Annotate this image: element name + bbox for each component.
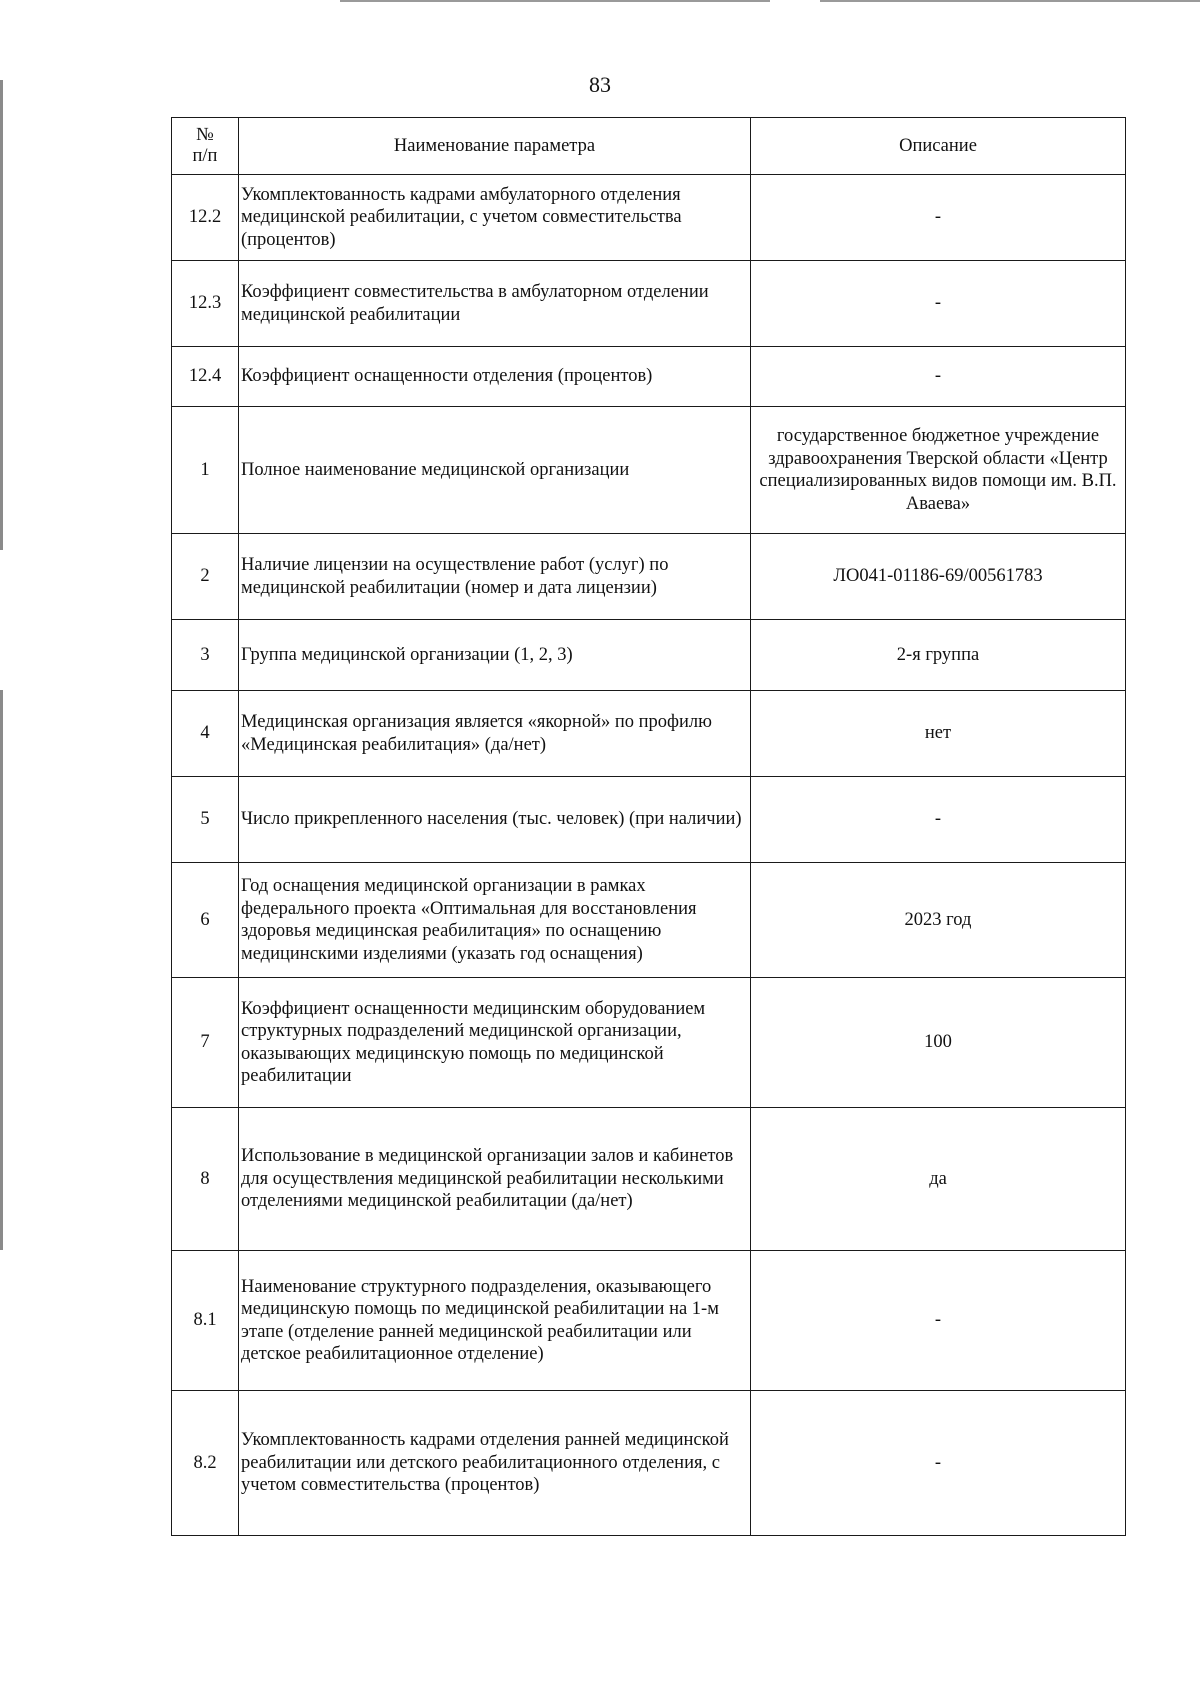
row-number: 5	[172, 777, 239, 863]
row-parameter: Год оснащения медицинской организации в рамках федерального проекта «Оптимальная для восстановления здоровья медицинская реабилитация» по оснащению медицинскими изделиями (указать год оснащения)	[239, 863, 751, 978]
row-description: нет	[751, 691, 1126, 777]
row-description: 2-я группа	[751, 620, 1126, 691]
header-num-label: № п/п	[192, 125, 218, 166]
row-number: 12.2	[172, 175, 239, 261]
row-number: 2	[172, 534, 239, 620]
row-parameter: Укомплектованность кадрами отделения ранней медицинской реабилитации или детского реабилитационного отделения, с учетом совместительства (процентов)	[239, 1391, 751, 1536]
row-number: 1	[172, 407, 239, 534]
scan-left-edge	[0, 690, 3, 1250]
row-description: -	[751, 1251, 1126, 1391]
table-row	[172, 261, 1126, 347]
page-number: 83	[589, 72, 611, 97]
table-row	[172, 175, 1126, 261]
table-row	[172, 1251, 1126, 1391]
scan-left-edge	[0, 80, 3, 550]
row-number: 6	[172, 863, 239, 978]
header-param: Наименование параметра	[239, 118, 751, 175]
row-description: да	[751, 1108, 1126, 1251]
scan-top-edge	[820, 0, 1200, 2]
row-parameter: Укомплектованность кадрами амбулаторного отделения медицинской реабилитации, с учетом совместительства (процентов)	[239, 175, 751, 261]
row-number: 12.4	[172, 347, 239, 407]
table-row	[172, 691, 1126, 777]
row-parameter: Полное наименование медицинской организации	[239, 407, 751, 534]
table-row	[172, 1108, 1126, 1251]
table-row	[172, 978, 1126, 1108]
row-number: 8	[172, 1108, 239, 1251]
table-row	[172, 863, 1126, 978]
parameters-table	[171, 117, 1126, 1536]
row-number: 12.3	[172, 261, 239, 347]
row-number: 7	[172, 978, 239, 1108]
row-description: -	[751, 175, 1126, 261]
row-parameter: Коэффициент совместительства в амбулаторном отделении медицинской реабилитации	[239, 261, 751, 347]
row-number: 4	[172, 691, 239, 777]
table-row	[172, 534, 1126, 620]
row-number: 3	[172, 620, 239, 691]
row-description: -	[751, 1391, 1126, 1536]
row-parameter: Коэффициент оснащенности отделения (процентов)	[239, 347, 751, 407]
table-row	[172, 347, 1126, 407]
scan-top-edge	[340, 0, 770, 2]
row-description: -	[751, 347, 1126, 407]
row-description: государственное бюджетное учреждение здравоохранения Тверской области «Центр специализированных видов помощи им. В.П. Аваева»	[751, 407, 1126, 534]
row-number: 8.1	[172, 1251, 239, 1391]
table-row	[172, 620, 1126, 691]
table-row	[172, 407, 1126, 534]
row-parameter: Группа медицинской организации (1, 2, 3)	[239, 620, 751, 691]
row-parameter: Использование в медицинской организации залов и кабинетов для осуществления медицинской реабилитации несколькими отделениями медицинской реабилитации (да/нет)	[239, 1108, 751, 1251]
row-parameter: Наличие лицензии на осуществление работ (услуг) по медицинской реабилитации (номер и дата лицензии)	[239, 534, 751, 620]
table-row	[172, 777, 1126, 863]
row-description: -	[751, 261, 1126, 347]
row-parameter: Медицинская организация является «якорной» по профилю «Медицинская реабилитация» (да/нет)	[239, 691, 751, 777]
row-parameter: Наименование структурного подразделения, оказывающего медицинскую помощь по медицинской реабилитации на 1-м этапе (отделение ранней медицинской реабилитации или детское реабилитационное отделение)	[239, 1251, 751, 1391]
table-header-row	[172, 118, 1126, 175]
header-num	[172, 118, 239, 175]
row-parameter: Число прикрепленного населения (тыс. человек) (при наличии)	[239, 777, 751, 863]
table-row	[172, 1391, 1126, 1536]
row-description: 100	[751, 978, 1126, 1108]
header-desc: Описание	[751, 118, 1126, 175]
row-description: -	[751, 777, 1126, 863]
row-parameter: Коэффициент оснащенности медицинским оборудованием структурных подразделений медицинской организации, оказывающих медицинскую помощь по медицинской реабилитации	[239, 978, 751, 1108]
row-description: 2023 год	[751, 863, 1126, 978]
row-description: ЛО041-01186-69/00561783	[751, 534, 1126, 620]
row-number: 8.2	[172, 1391, 239, 1536]
